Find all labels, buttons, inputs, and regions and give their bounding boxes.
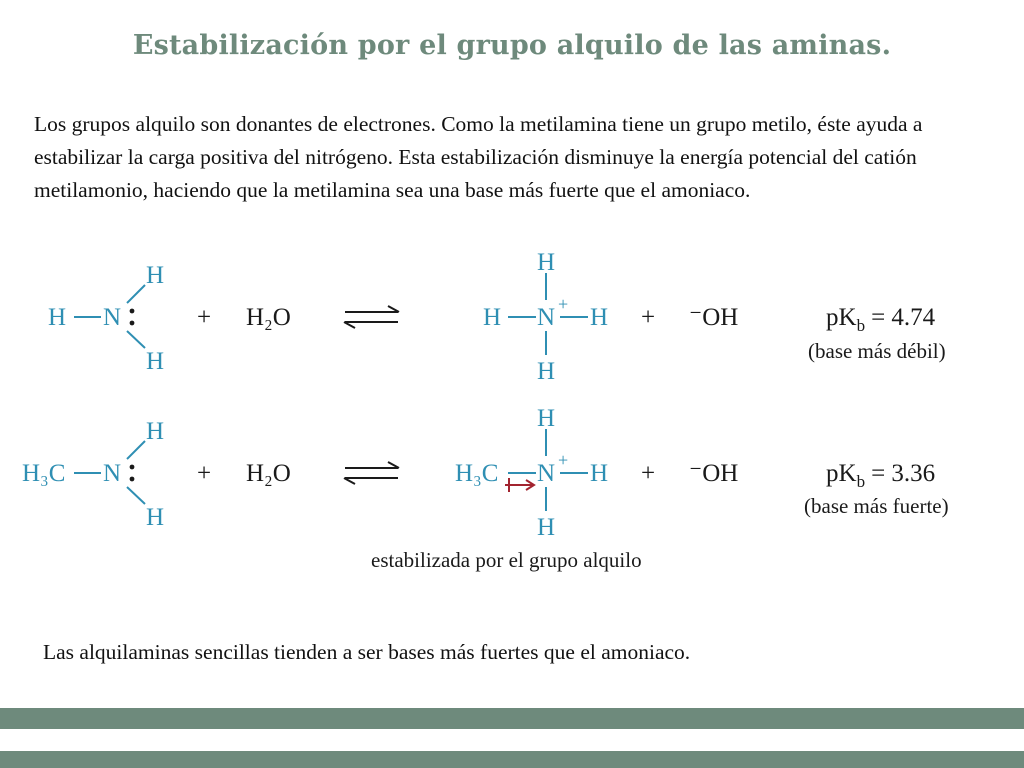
equilibrium-arrow [344, 306, 399, 328]
footer-band [0, 708, 1024, 729]
hydrogen-atom: H [537, 514, 556, 541]
stabilization-caption: estabilizada por el grupo alquilo [371, 548, 642, 572]
hydroxide-ion: ⁻OH [689, 460, 739, 487]
hydrogen-atom: H [537, 249, 556, 276]
water-formula: H₂O [246, 304, 291, 331]
product-group: H₃C [455, 460, 499, 487]
hydrogen-atom: H [146, 504, 165, 531]
bond-line [127, 441, 145, 459]
reaction-scheme [0, 245, 1024, 585]
product-group: H [483, 304, 502, 331]
lone-pair-dot [130, 321, 135, 326]
footer-band [0, 751, 1024, 768]
plus-sign: + [197, 460, 212, 487]
plus-sign: + [197, 304, 212, 331]
equilibrium-arrow [344, 462, 399, 484]
base-strength-note: (base más fuerte) [804, 494, 949, 518]
lone-pair-dot [130, 477, 135, 482]
plus-sign: + [641, 304, 656, 331]
electron-donation-arrow [505, 478, 534, 492]
hydrogen-atom: H [537, 358, 556, 385]
reactant-group: H [48, 304, 67, 331]
nitrogen-atom: N [103, 304, 122, 331]
reaction-ammonia [48, 249, 946, 385]
positive-charge: + [558, 450, 569, 470]
base-strength-note: (base más débil) [808, 339, 946, 363]
pkb-label: $pK_b = 4.74$ [826, 304, 936, 335]
hydrogen-atom: H [146, 418, 165, 445]
reactant-group: H₃C [22, 460, 66, 487]
hydroxide-ion: ⁻OH [689, 304, 739, 331]
pkb-label: $pK_b = 3.36$ [826, 460, 936, 491]
hydrogen-atom: H [146, 262, 165, 289]
water-formula: H₂O [246, 460, 291, 487]
nitrogen-atom: N [537, 460, 556, 487]
plus-sign: + [641, 460, 656, 487]
slide-title: Estabilización por el grupo alquilo de las aminas. [132, 30, 892, 61]
bond-line [127, 285, 145, 303]
conclusion-text: Las alquilaminas sencillas tienden a ser bases más fuertes que el amoniaco. [43, 640, 691, 664]
nitrogen-atom: N [537, 304, 556, 331]
hydrogen-atom: H [537, 405, 556, 432]
hydrogen-atom: H [590, 460, 609, 487]
lone-pair-dot [130, 465, 135, 470]
lone-pair-dot [130, 309, 135, 314]
intro-paragraph: Los grupos alquilo son donantes de electrones. Como la metilamina tiene un grupo metilo, éste ayuda a estabilizar la carga positiva del nitrógeno. Esta estabilización disminuye la energía potencial del catión metilamonio, haciendo que la metilamina sea una base más fuerte que el amoniaco. [34, 112, 923, 202]
hydrogen-atom: H [146, 348, 165, 375]
positive-charge: + [558, 294, 569, 314]
nitrogen-atom: N [103, 460, 122, 487]
bond-line [127, 487, 145, 504]
reaction-methylamine [22, 405, 949, 572]
bond-line [127, 331, 145, 348]
hydrogen-atom: H [590, 304, 609, 331]
